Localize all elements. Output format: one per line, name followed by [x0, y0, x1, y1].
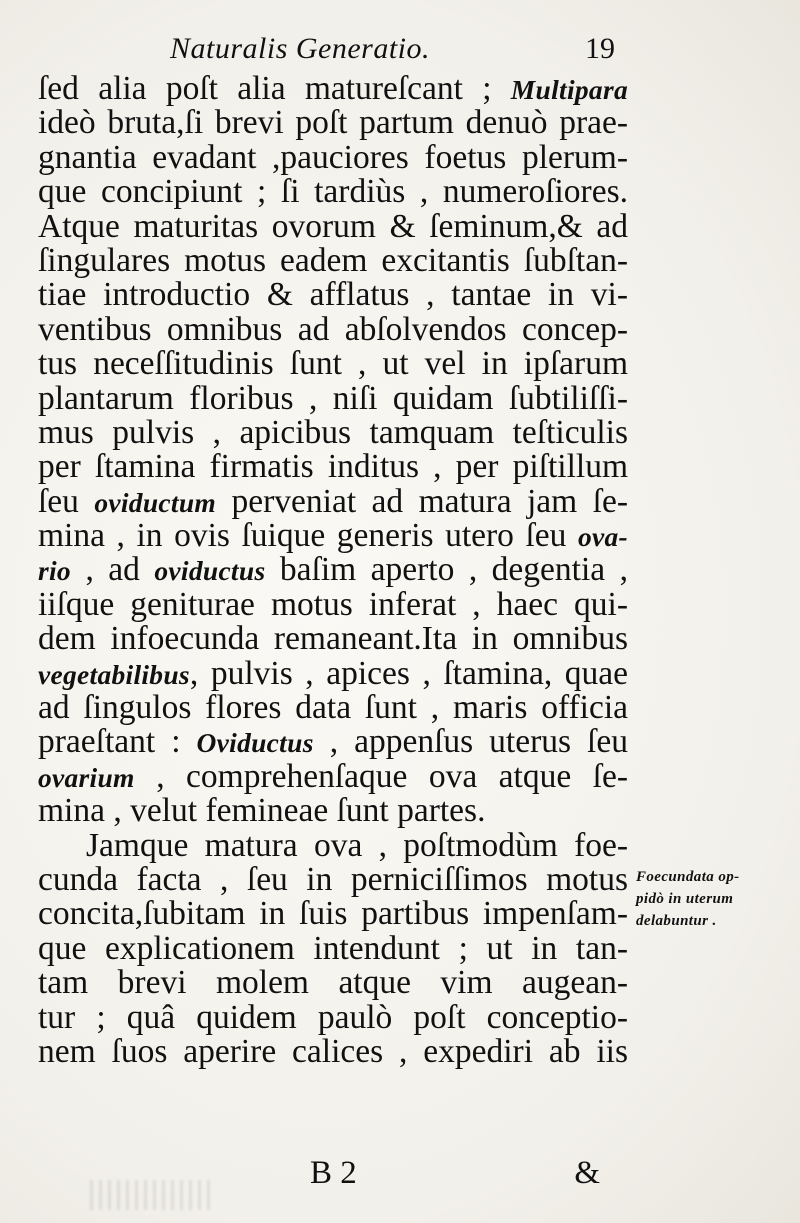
text-line: que explicationem intendunt ; ut in tan-: [38, 929, 628, 967]
text-line: gnantia evadant ,pauciores foetus plerum-: [38, 138, 628, 176]
italic-term: oviductus: [154, 556, 266, 587]
body-text: [38, 72, 628, 1069]
marginal-note-line: pidò in uterum: [636, 891, 734, 907]
italic-term: ovarium: [38, 762, 135, 793]
signature-mark: B 2: [310, 1155, 357, 1191]
text-line: ovarium , comprehenſaque ova atque ſe-: [38, 757, 628, 795]
italic-term: Multipara: [510, 75, 628, 105]
text-line: plantarum floribus , niſi quidam ſubtiliſſi-: [38, 379, 628, 417]
text-line: ideò bruta,ſi brevi poſt partum denuò prae-: [38, 104, 628, 142]
text-line: rio , ad oviductus baſim aperto , degentia ,: [38, 551, 628, 589]
text-line: ſed alia poſt alia matureſcant ; Multipara: [38, 70, 628, 107]
text-line: tiae introductio & afflatus , tantae in vi-: [38, 276, 628, 314]
text-line: ventibus omnibus ad abſolvendos concep-: [38, 310, 628, 348]
marginal-note: [636, 866, 786, 932]
italic-term: Oviductus: [196, 728, 314, 759]
text-line: nem ſuos aperire calices , expediri ab iis: [38, 1032, 628, 1070]
page-number: 19: [585, 32, 615, 65]
paragraph-start-line: Jamque matura ova , poſtmodùm foe-: [86, 826, 628, 864]
text-line: concita,ſubitam in ſuis partibus impenſam-: [38, 895, 628, 933]
text-line: tus neceſſitudinis ſunt , ut vel in ipſarum: [38, 345, 628, 383]
text-line: per ſtamina firmatis inditus , per piſtillum: [38, 448, 628, 486]
italic-term: rio: [38, 556, 71, 587]
text-line: tam brevi molem atque vim augean-: [38, 964, 628, 1002]
catchword: &: [574, 1155, 600, 1191]
text-line: ſingulares motus eadem excitantis ſubſtan-: [38, 241, 628, 279]
italic-term: vegetabilibus: [38, 659, 190, 690]
text-line: vegetabilibus, pulvis , apices , ſtamina, quae: [38, 654, 628, 692]
page-header: [165, 30, 635, 70]
running-title: Naturalis Generatio.: [170, 32, 431, 65]
text-line: ad ſingulos flores data ſunt , maris officia: [38, 689, 628, 727]
text-line: iiſque geniturae motus inferat , haec qui-: [38, 585, 628, 623]
text-line: tur ; quâ quidem paulò poſt conceptio-: [38, 998, 628, 1036]
text-line: que concipiunt ; ſi tardiùs , numeroſiores.: [38, 173, 628, 211]
bleed-through-ink: [90, 1180, 210, 1210]
marginal-note-line: Foecundata op-: [636, 869, 740, 885]
marginal-note-line: delabuntur .: [636, 913, 717, 929]
text-line: Atque maturitas ovorum & ſeminum,& ad: [38, 207, 628, 245]
italic-term: oviductum: [94, 487, 217, 518]
text-line: cunda facta , ſeu in perniciſſimos motus: [38, 860, 628, 898]
text-line: ſeu oviductum perveniat ad matura jam ſe-: [38, 482, 628, 520]
text-line: mina , in ovis ſuique generis utero ſeu ova-: [38, 517, 628, 555]
text-line: mus pulvis , apicibus tamquam teſticulis: [38, 413, 628, 451]
italic-term: ova-: [577, 522, 628, 553]
text-line: dem infoecunda remaneant.Ita in omnibus: [38, 620, 628, 658]
page-footer: [300, 1155, 620, 1195]
text-line: mina , velut femineae ſunt partes.: [38, 792, 486, 830]
text-line: praeſtant : Oviductus , appenſus uterus ſeu: [38, 723, 628, 761]
